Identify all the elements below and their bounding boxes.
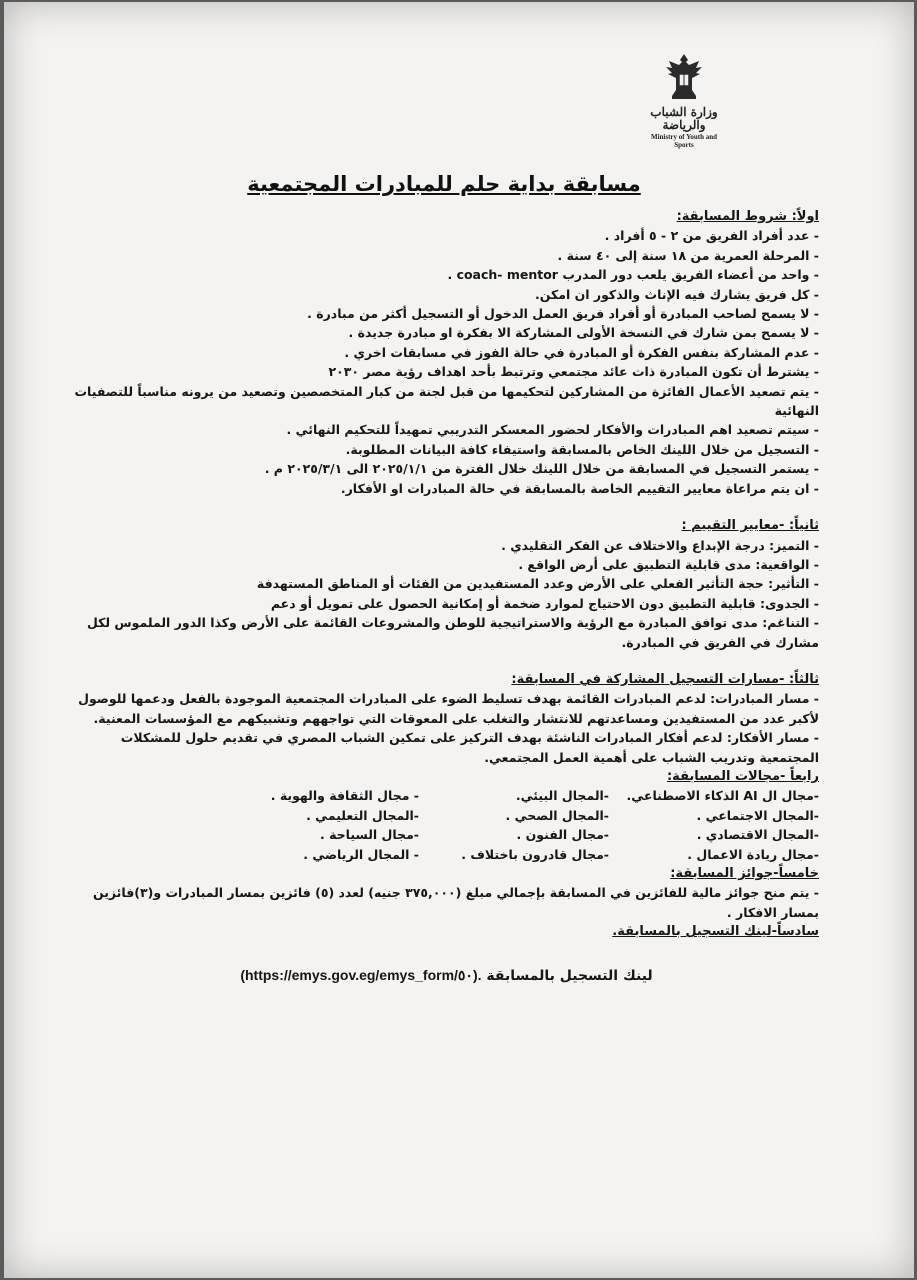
list-item: - التناغم: مدى توافق المبادرة مع الرؤية والاستراتيجية للوطن والمشروعات القائمة على الأرض وكذا الدور الملموس لكل مشارك في الفريق في المبادرة. bbox=[86, 615, 819, 650]
list-item: - التأثير: حجة التأثير الفعلي على الأرض وعدد المستفيدين من الفئات أو المناطق المستهدفة bbox=[256, 576, 819, 592]
prizes-text: - يتم منح جوائز مالية للفائزين في المسابقة بإجمالي مبلغ (٣٧٥,٠٠٠ جنيه) لعدد (٥) فائزين بمسار المبادرات و(٣)فائزين بمسار الافكار . bbox=[92, 885, 819, 920]
field-item: -المجال الصحي . bbox=[505, 807, 609, 823]
list-item: - التميز: درجة الإبداع والاختلاف عن الفكر التقليدي . bbox=[501, 537, 819, 553]
list-item: - مسار الأفكار: لدعم أفكار المبادرات الناشئة بهدف التركيز على تمكين الشباب المصري في تقديم حلول للمشكلات المجتمعية وتدريب الشباب على أهمية العمل المجتمعي. bbox=[120, 730, 819, 765]
list-item: - الواقعية: مدى قابلية التطبيق على أرض الواقع . bbox=[518, 556, 819, 572]
section-heading-tracks: ثالثاً: -مسارات التسجيل المشاركة في المسابقة: bbox=[511, 671, 819, 687]
field-item: -مجال ريادة الاعمال . bbox=[687, 846, 819, 862]
list-item: - عدد أفراد الفريق من ٢ - ٥ أفراد . bbox=[604, 228, 819, 244]
field-item: -المجال التعليمي . bbox=[306, 807, 419, 823]
field-item: -المجال الاقتصادي . bbox=[696, 827, 819, 843]
list-item: - عدم المشاركة بنفس الفكرة أو المبادرة في حالة الفوز في مسابقات اخري . bbox=[344, 344, 819, 360]
list-item: - يشترط أن تكون المبادرة ذات عائد مجتمعي وترتبط بأحد اهداف رؤية مصر ٢٠٣٠ bbox=[328, 364, 819, 380]
section-heading-prizes: خامساً-جوائز المسابقة: bbox=[670, 866, 819, 881]
list-item: - سيتم تصعيد اهم المبادرات والأفكار لحضور المعسكر التدريبي تمهيداً للتحكيم النهائي . bbox=[286, 422, 819, 438]
registration-label: لينك التسجيل بالمسابقة bbox=[486, 967, 653, 984]
field-item: - مجال الثقافة والهوية . bbox=[270, 788, 419, 804]
page-title: مسابقة بداية حلم للمبادرات المجتمعية bbox=[247, 172, 641, 196]
list-item: - واحد من أعضاء الفريق يلعب دور المدرب coach- mentor . bbox=[447, 267, 819, 283]
registration-line bbox=[64, 966, 819, 986]
ministry-logo bbox=[644, 52, 724, 149]
ministry-name-arabic: وزارة الشباب والرياضة bbox=[650, 105, 718, 132]
eagle-emblem-icon bbox=[662, 52, 706, 102]
field-item: -مجال السياحة . bbox=[319, 827, 419, 843]
list-item: - التسجيل من خلال اللينك الخاص بالمسابقة واستيفاء كافة البيانات المطلوبة. bbox=[345, 441, 819, 457]
section-heading-registration: سادساً-لينك التسجيل بالمسابقة. bbox=[612, 924, 819, 940]
section-heading-criteria: ثانياً: -معايير التقييم : bbox=[681, 518, 819, 534]
list-item: - الجدوى: قابلية التطبيق دون الاحتياج لموارد ضخمة أو إمكانية الحصول على تمويل أو دعم bbox=[270, 595, 819, 611]
list-item: - كل فريق يشارك فيه الإناث والذكور ان امكن. bbox=[534, 286, 819, 302]
list-item: - لا يسمح لصاحب المبادرة أو أفراد فريق العمل الدخول أو التسجيل أكثر من مبادرة . bbox=[307, 306, 819, 322]
field-item: -مجال الفنون . bbox=[516, 827, 609, 843]
field-item: -مجال ال AI الذكاء الاصطناعي. bbox=[626, 788, 819, 804]
field-item: -المجال البيئي. bbox=[515, 788, 609, 804]
list-item: - يتم تصعيد الأعمال الفائزة من المشاركين لتحكيمها من قبل لجنة من كبار المتخصصين وتصعيد من يرونه مناسباً للتصفيات النهائية bbox=[74, 383, 819, 419]
ministry-name-english: Ministry of Youth and Sports bbox=[650, 133, 718, 149]
fields-grid bbox=[64, 786, 819, 864]
field-item: - المجال الرياضي . bbox=[303, 846, 419, 862]
document-body bbox=[64, 207, 819, 986]
list-item: - لا يسمح بمن شارك في النسخة الأولى المشاركة الا بفكرة او مبادرة جديدة . bbox=[348, 325, 819, 341]
list-item: - يستمر التسجيل في المسابقة من خلال اللينك خلال الفترة من ٢٠٢٥/١/١ الى ٢٠٢٥/٣/١ م . bbox=[264, 461, 819, 477]
document-page bbox=[4, 2, 914, 1278]
list-item: - مسار المبادرات: لدعم المبادرات القائمة بهدف تسليط الضوء على المبادرات المجتمعية الموجودة بالفعل ودعمها للوصول لأكبر عدد من المستفيدين ومساعدتهم للانتشار والتغلب على المعوقات التي تواجههم وتشبيكهم مع المؤسسات المعنية. bbox=[78, 691, 819, 726]
field-item: -مجال قادرون باختلاف . bbox=[461, 846, 609, 862]
list-item: - المرحلة العمرية من ١٨ سنة إلى ٤٠ سنة . bbox=[557, 247, 819, 263]
section-heading-conditions: اولاً: شروط المسابقة: bbox=[676, 209, 819, 224]
registration-link[interactable]: (https://emys.gov.eg/emys_form/٥٠). bbox=[240, 966, 482, 983]
list-item: - ان يتم مراعاة معايير التقييم الخاصة بالمسابقة في حالة المبادرات او الأفكار. bbox=[340, 480, 819, 496]
section-heading-fields: رابعاً -مجالات المسابقة: bbox=[666, 768, 819, 784]
field-item: -المجال الاجتماعي . bbox=[696, 807, 819, 823]
